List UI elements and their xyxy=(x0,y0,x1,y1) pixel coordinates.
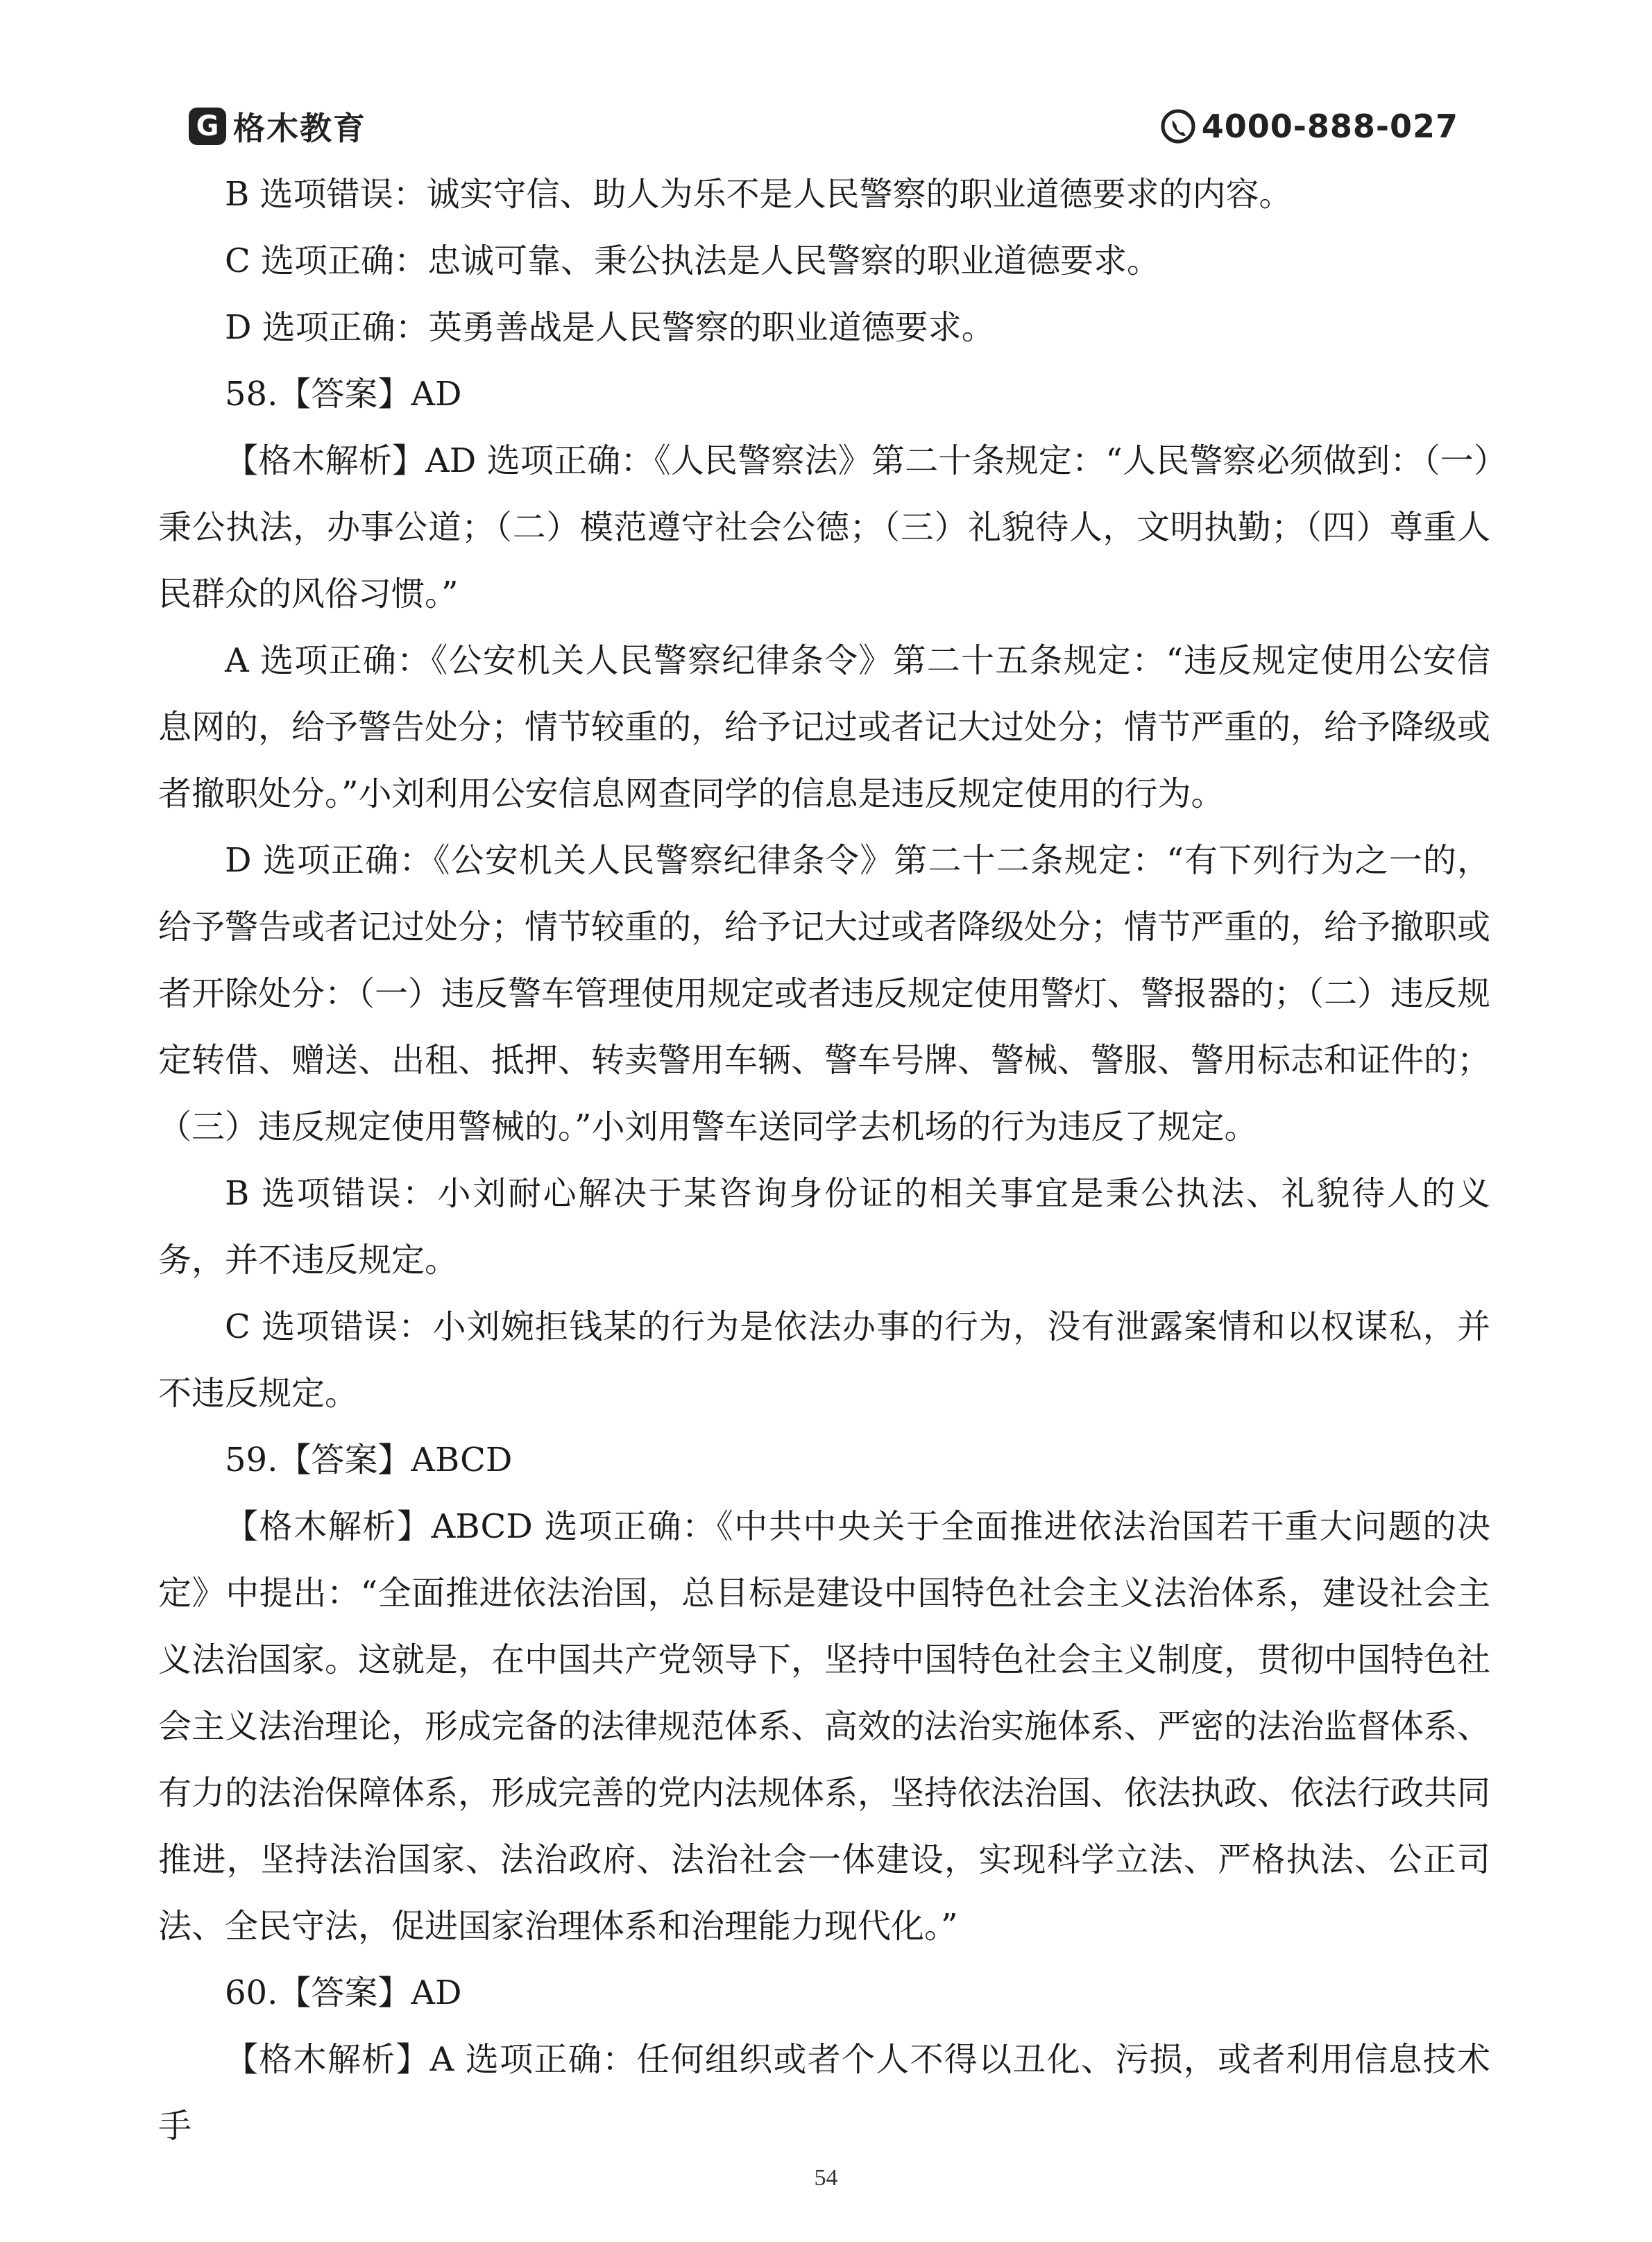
paragraph: D 选项正确：《公安机关人民警察纪律条令》第二十二条规定：“有下列行为之一的，给予警告或者记过处分；情节较重的，给予记大过或者降级处分；情节严重的，给予撤职或者开除处分：（一）违反警车管理使用规定或者违反规定使用警灯、警报器的；（二）违反规定转借、赠送、出租、抵押、转卖警用车辆、警车号牌、警械、警服、警用标志和证件的；（三）违反规定使用警械的。”小刘用警车送同学去机场的行为违反了规定。 xyxy=(158,841,1491,1146)
answer-heading: 59.【答案】ABCD xyxy=(225,1441,513,1479)
answer-heading: 58.【答案】AD xyxy=(225,375,462,414)
analysis-paragraph: 【格木解析】A 选项正确：任何组织或者个人不得以丑化、污损，或者利用信息技术手 xyxy=(158,2040,1490,2146)
answer-heading: 60.【答案】AD xyxy=(225,1973,462,2012)
phone-number: 4000-888-027 xyxy=(1201,108,1458,145)
paragraph: B 选项错误：诚实守信、助人为乐不是人民警察的职业道德要求的内容。 xyxy=(225,175,1293,214)
page-number: 54 xyxy=(814,2165,838,2191)
contact-phone xyxy=(1160,101,1458,151)
paragraph: C 选项正确：忠诚可靠、秉公执法是人民警察的职业道德要求。 xyxy=(225,241,1160,280)
paragraph: A 选项正确：《公安机关人民警察纪律条令》第二十五条规定：“违反规定使用公安信息网的，给予警告处分；情节较重的，给予记过或者记大过处分；情节严重的，给予降级或者撤职处分。”小刘利用公安信息网查同学的信息是违反规定使用的行为。 xyxy=(158,641,1491,813)
paragraph: C 选项错误：小刘婉拒钱某的行为是依法办事的行为，没有泄露案情和以权谋私，并不违反规定。 xyxy=(158,1307,1490,1413)
brand-logo xyxy=(189,101,366,151)
page-header xyxy=(189,101,1458,151)
analysis-paragraph: 【格木解析】AD 选项正确：《人民警察法》第二十条规定：“人民警察必须做到：（一）秉公执法，办事公道；（二）模范遵守社会公德；（三）礼貌待人，文明执勤；（四）尊重人民群众的风俗习惯。” xyxy=(158,441,1490,613)
analysis-paragraph: 【格木解析】ABCD 选项正确：《中共中央关于全面推进依法治国若干重大问题的决定》中提出：“全面推进依法治国，总目标是建设中国特色社会主义法治体系，建设社会主义法治国家。这就是，在中国共产党领导下，坚持中国特色社会主义制度，贯彻中国特色社会主义法治理论，形成完备的法律规范体系、高效的法治实施体系、严密的法治监督体系、有力的法治保障体系，形成完善的党内法规体系，坚持依法治国、依法执政、依法行政共同推进，坚持法治国家、法治政府、法治社会一体建设，实现科学立法、严格执法、公正司法、全民守法，促进国家治理体系和治理能力现代化。” xyxy=(158,1507,1491,1946)
logo-icon: G xyxy=(189,108,226,145)
phone-icon xyxy=(1160,108,1196,144)
logo-text: 格木教育 xyxy=(233,110,366,147)
document-body xyxy=(158,161,1490,2159)
paragraph: B 选项错误：小刘耐心解决于某咨询身份证的相关事宜是秉公执法、礼貌待人的义务，并不违反规定。 xyxy=(158,1174,1490,1280)
paragraph: D 选项正确：英勇善战是人民警察的职业道德要求。 xyxy=(225,308,995,347)
